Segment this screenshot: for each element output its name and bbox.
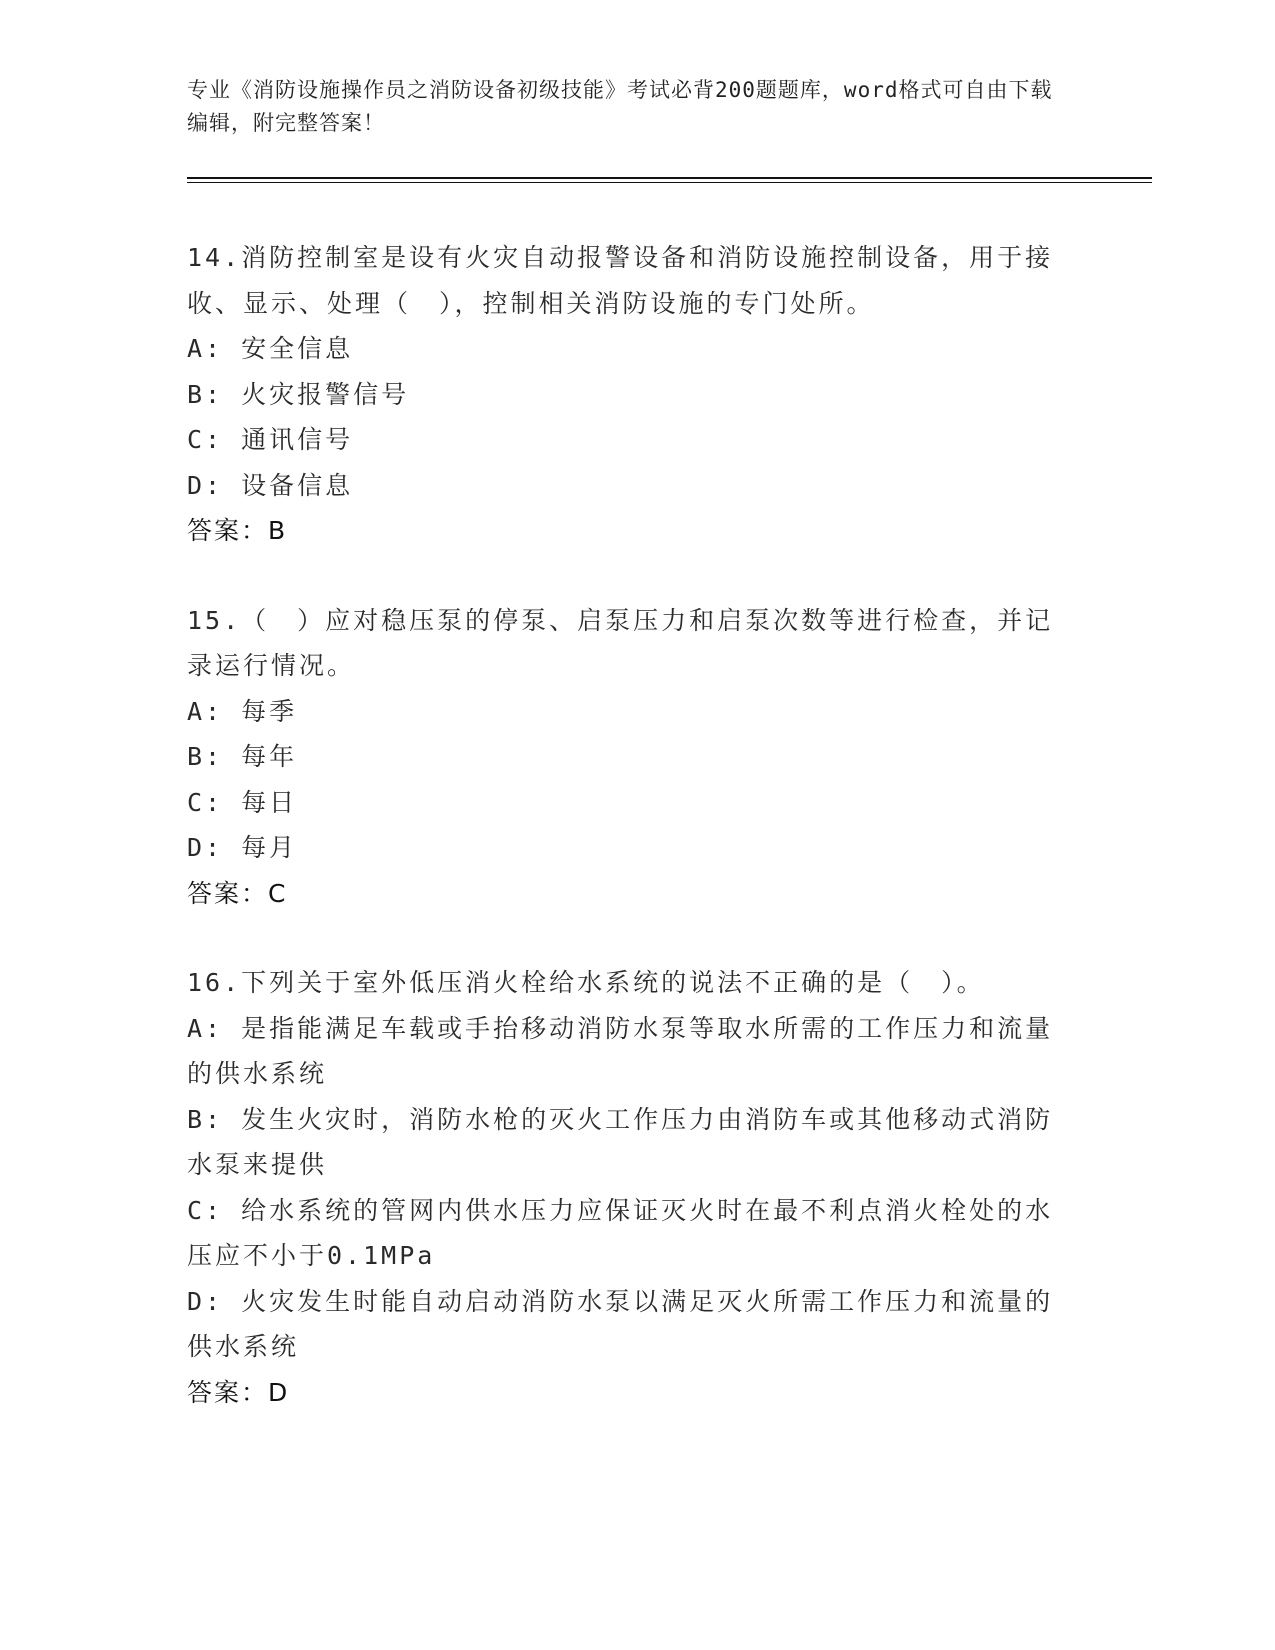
- question-text: 16.下列关于室外低压消火栓给水系统的说法不正确的是（ ）。: [187, 968, 985, 997]
- answer-line: 答案：D: [187, 1377, 290, 1407]
- question-16: [187, 960, 1077, 1415]
- question-list: [187, 235, 1077, 1459]
- question-14: [187, 235, 1077, 554]
- answer-line: 答案：B: [187, 516, 288, 545]
- option-a: A: 是指能满足车载或手抬移动消防水泵等取水所需的工作压力和流量的供水系统: [187, 1013, 1054, 1088]
- option-c: C: 给水系统的管网内供水压力应保证灭火时在最不利点消火栓处的水压应不小于0.1MPa: [187, 1195, 1054, 1270]
- question-text: 15.（ ）应对稳压泵的停泵、启泵压力和启泵次数等进行检查，并记录运行情况。: [187, 605, 1054, 680]
- option-b: B: 发生火灾时，消防水枪的灭火工作压力由消防车或其他移动式消防水泵来提供: [187, 1104, 1054, 1179]
- question-15: [187, 598, 1077, 917]
- document-header: 专业《消防设施操作员之消防设备初级技能》考试必背200题题库，word格式可自由下载编辑，附完整答案！: [187, 78, 1053, 135]
- question-text: 14.消防控制室是设有火灾自动报警设备和消防设施控制设备，用于接收、显示、处理（ ），控制相关消防设施的专门处所。: [187, 243, 1054, 318]
- answer-line: 答案：C: [187, 878, 288, 908]
- option-c: C: 通讯信号: [187, 425, 354, 454]
- option-b: B: 每年: [187, 742, 298, 771]
- option-a: A: 每季: [187, 696, 298, 726]
- option-c: C: 每日: [187, 787, 298, 817]
- option-d: D: 火灾发生时能自动启动消防水泵以满足灭火所需工作压力和流量的供水系统: [187, 1286, 1054, 1361]
- option-d: D: 设备信息: [187, 470, 354, 500]
- option-d: D: 每月: [187, 833, 298, 862]
- option-a: A: 安全信息: [187, 334, 354, 363]
- option-b: B: 火灾报警信号: [187, 379, 410, 409]
- header-divider-bottom: [187, 182, 1152, 183]
- header-divider-top: [187, 177, 1152, 179]
